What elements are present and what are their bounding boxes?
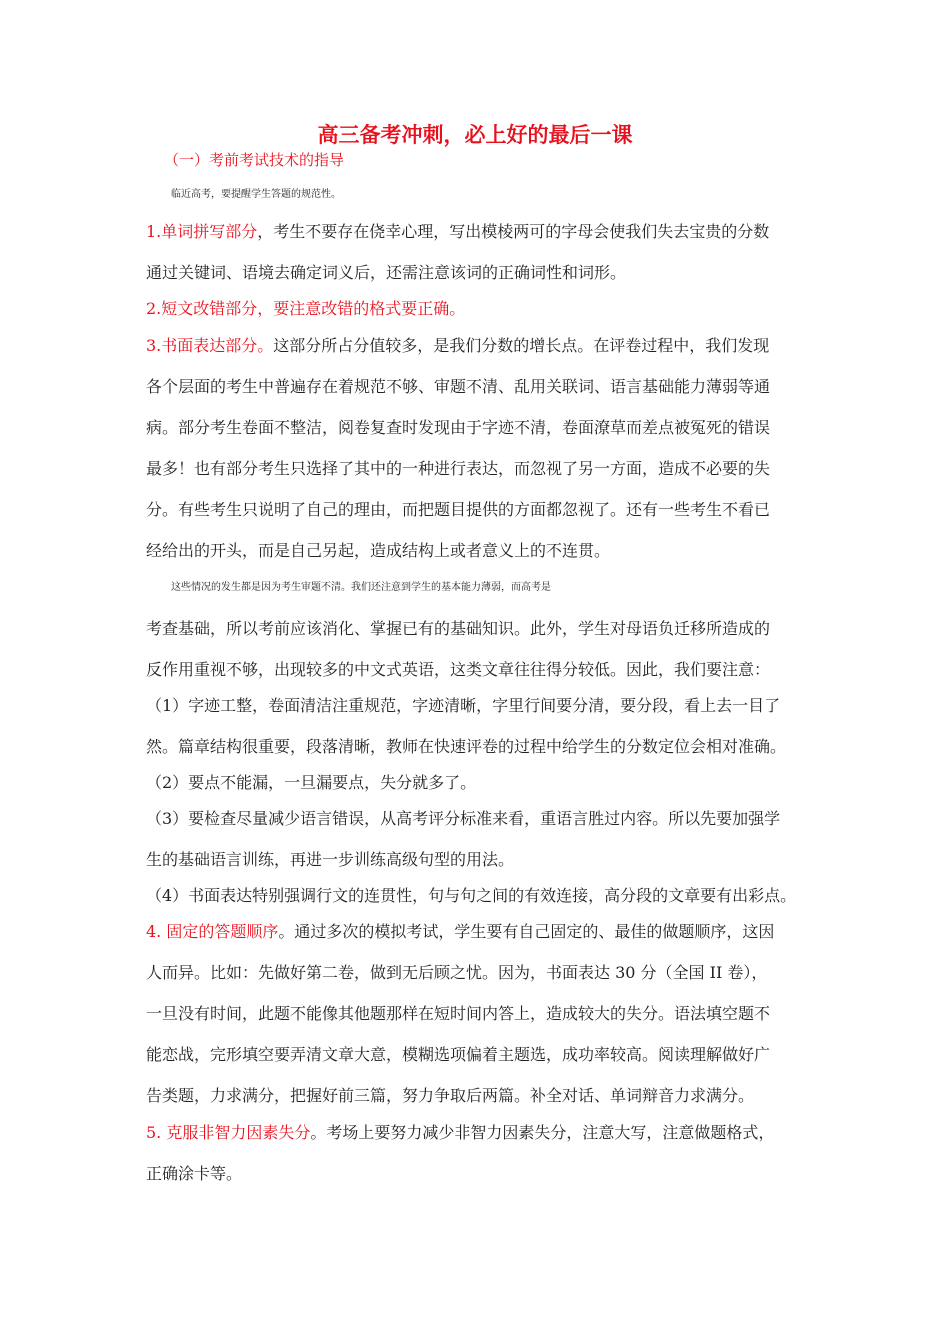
paragraph-line: 最多！也有部分考生只选择了其中的一种进行表达，而忽视了另一方面，造成不必要的失 xyxy=(146,459,771,478)
item-4-heading: 4. 固定的答题顺序 xyxy=(146,922,279,941)
paragraph-line: 反作用重视不够，出现较多的中文式英语，这类文章往往得分较低。因此，我们要注意： xyxy=(146,660,771,679)
item-5-line xyxy=(146,1121,816,1145)
item-1-heading: 1.单词拼写部分 xyxy=(146,222,258,241)
item-3-text: 这部分所占分值较多，是我们分数的增长点。在评卷过程中，我们发现 xyxy=(273,336,770,355)
paragraph-line: 正确涂卡等。 xyxy=(146,1164,243,1183)
paragraph-line: 能恋战，完形填空要弄清文章大意，模糊选项偏着主题选，成功率较高。阅读理解做好广 xyxy=(146,1045,771,1064)
paragraph-line: 这些情况的发生都是因为考生审题不清。我们还注意到学生的基本能力薄弱，而高考是 xyxy=(171,582,551,593)
paragraph-line: 告类题，力求满分，把握好前三篇，努力争取后两篇。补全对话、单词辩音力求满分。 xyxy=(146,1086,755,1105)
paragraph-line: 病。部分考生卷面不整洁，阅卷复查时发现由于字迹不清，卷面潦草而差点被冤死的错误 xyxy=(146,418,771,437)
item-5-text: 。考场上要努力减少非智力因素失分，注意大写，注意做题格式， xyxy=(310,1123,775,1142)
paragraph-line: 人而异。比如：先做好第二卷，做到无后顾之忧。因为，书面表达 30 分（全国 II 卷）， xyxy=(146,963,768,982)
section-heading: （一）考前考试技术的指导 xyxy=(164,151,345,169)
list-item: （1）字迹工整，卷面清洁注重规范，字迹清晰，字里行间要分清，要分段，看上去一目了 xyxy=(146,696,781,715)
item-5-heading: 5. 克服非智力因素失分 xyxy=(146,1123,311,1142)
paragraph-line: 考查基础，所以考前应该消化、掌握已有的基础知识。此外，学生对母语负迁移所造成的 xyxy=(146,619,771,638)
document-title: 高三备考冲刺，必上好的最后一课 xyxy=(317,123,633,147)
paragraph-line: 分。有些考生只说明了自己的理由，而把题目提供的方面都忽视了。还有一些考生不看已 xyxy=(146,500,771,519)
item-1-text: ，考生不要存在侥幸心理，写出模棱两可的字母会使我们失去宝贵的分数 xyxy=(257,222,770,241)
item-3-heading: 3.书面表达部分。 xyxy=(146,336,274,355)
paragraph-line: 各个层面的考生中普遍存在着规范不够、审题不清、乱用关联词、语言基础能力薄弱等通 xyxy=(146,377,771,396)
item-4-text: 。通过多次的模拟考试，学生要有自己固定的、最佳的做题顺序，这因 xyxy=(278,922,775,941)
item-2-heading: 2.短文改错部分，要注意改错的格式要正确。 xyxy=(146,299,466,318)
paragraph-line: 一旦没有时间，此题不能像其他题那样在短时间内答上，造成较大的失分。语法填空题不 xyxy=(146,1004,771,1023)
list-item: （4）书面表达特别强调行文的连贯性，句与句之间的有效连接，高分段的文章要有出彩点。 xyxy=(146,886,797,905)
paragraph-line: 临近高考，要提醒学生答题的规范性。 xyxy=(171,189,341,200)
item-1-line xyxy=(146,220,816,244)
paragraph-line: 经给出的开头，而是自己另起，造成结构上或者意义上的不连贯。 xyxy=(146,541,611,560)
paragraph-line: 通过关键词、语境去确定词义后，还需注意该词的正确词性和词形。 xyxy=(146,263,627,282)
paragraph-line: 生的基础语言训练，再进一步训练高级句型的用法。 xyxy=(146,850,515,869)
list-item: （2）要点不能漏，一旦漏要点，失分就多了。 xyxy=(146,773,477,792)
list-item: （3）要检查尽量减少语言错误，从高考评分标准来看，重语言胜过内容。所以先要加强学 xyxy=(146,809,781,828)
item-4-line xyxy=(146,920,816,944)
item-3-line xyxy=(146,334,816,358)
paragraph-line: 然。篇章结构很重要，段落清晰，教师在快速评卷的过程中给学生的分数定位会相对准确。 xyxy=(146,737,787,756)
